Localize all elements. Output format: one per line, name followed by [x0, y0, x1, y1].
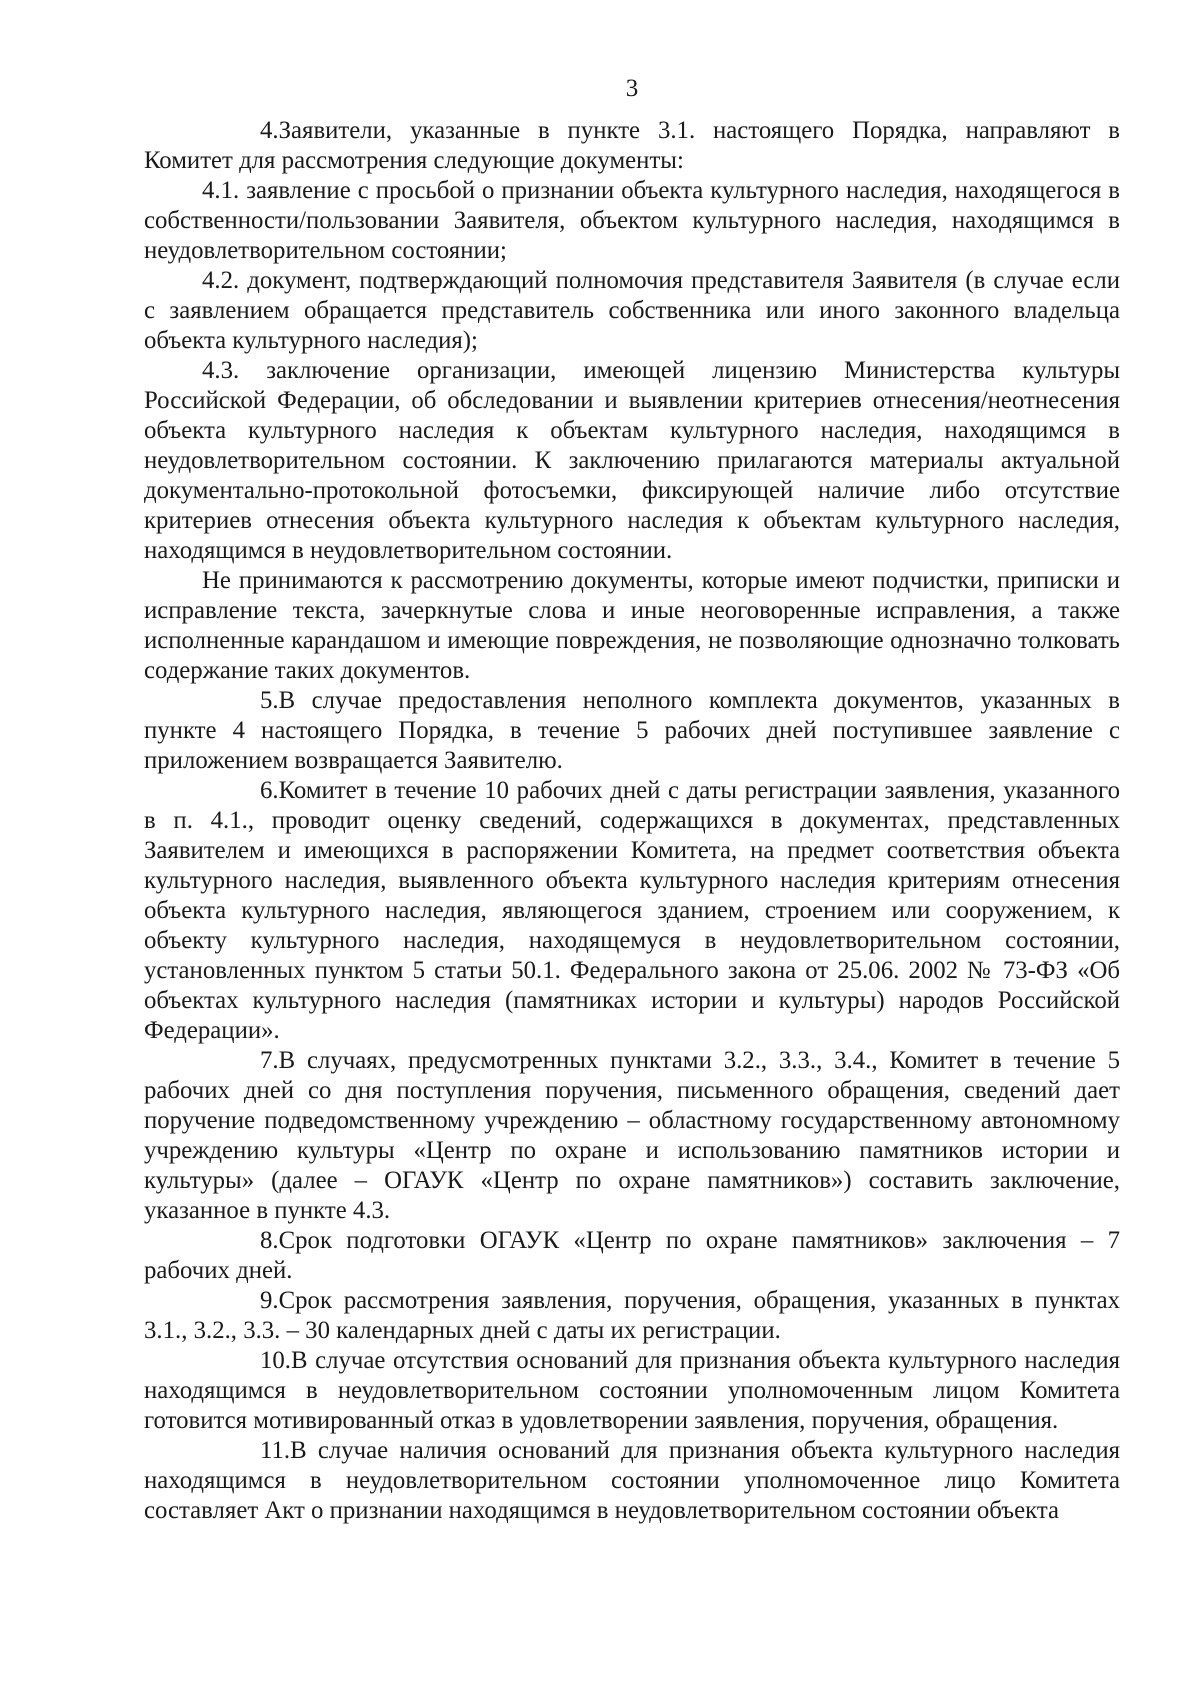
- paragraph-5: [144, 686, 1120, 776]
- paragraph-text: В случае отсутствия оснований для признания объекта культурного наследия находящимся в неудовлетворительном состоянии уполномоченным лицом Комитета готовится мотивированный отказ в удовлетворении заявления, поручения, обращения.: [144, 1347, 1120, 1434]
- paragraph-text: Заявители, указанные в пункте 3.1. настоящего Порядка, направляют в Комитет для рассмотрения следующие документы:: [144, 117, 1120, 174]
- paragraph-number: 6.: [260, 777, 279, 804]
- document-page: [144, 74, 1120, 1526]
- paragraph-text: 4.3. заключение организации, имеющей лицензию Министерства культуры Российской Федерации, об обследовании и выявлении критериев отнесения/неотнесения объекта культурного наследия к объектам культурного наследия, находящимся в неудовлетворительном состоянии. К заключению прилагаются материалы актуальной документально-протокольной фотосъемки, фиксирующей наличие либо отсутствие критериев отнесения объекта культурного наследия к объектам культурного наследия, находящимся в неудовлетворительном состоянии.: [144, 357, 1120, 564]
- paragraph-number: 8.: [260, 1227, 279, 1254]
- paragraph-8: [144, 1226, 1120, 1286]
- paragraph-text: В случае наличия оснований для признания объекта культурного наследия находящимся в неудовлетворительном состоянии уполномоченное лицо Комитета составляет Акт о признании находящимся в неудовлетворительном состоянии объекта: [144, 1437, 1120, 1524]
- paragraph-4: [144, 116, 1120, 176]
- paragraph-number: 11.: [260, 1437, 291, 1464]
- paragraph-text: 4.2. документ, подтверждающий полномочия представителя Заявителя (в случае если с заявлением обращается представитель собственника или иного законного владельца объекта культурного наследия);: [144, 267, 1120, 354]
- paragraph-text: Комитет в течение 10 рабочих дней с даты регистрации заявления, указанного в п. 4.1., проводит оценку сведений, содержащихся в документах, представленных Заявителем и имеющихся в распоряжении Комитета, на предмет соответствия объекта культурного наследия, выявленного объекта культурного наследия критериям отнесения объекта культурного наследия, являющегося зданием, строением или сооружением, к объекту культурного наследия, находящемуся в неудовлетворительном состоянии, установленных пунктом 5 статьи 50.1. Федерального закона от 25.06. 2002 № 73-ФЗ «Об объектах культурного наследия (памятниках истории и культуры) народов Российской Федерации».: [144, 777, 1120, 1044]
- paragraph-4-3: [144, 356, 1120, 566]
- paragraph-number: 9.: [260, 1287, 279, 1314]
- paragraph-4-2: [144, 266, 1120, 356]
- paragraph-number: 10.: [260, 1347, 291, 1374]
- paragraph-text: 4.1. заявление с просьбой о признании объекта культурного наследия, находящегося в собственности/пользовании Заявителя, объектом культурного наследия, находящимся в неудовлетворительном состоянии;: [144, 177, 1120, 264]
- paragraph-text: В случае предоставления неполного комплекта документов, указанных в пункте 4 настоящего Порядка, в течение 5 рабочих дней поступившее заявление с приложением возвращается Заявителю.: [144, 687, 1120, 774]
- paragraph-4-1: [144, 176, 1120, 266]
- page-number: 3: [625, 75, 639, 102]
- paragraph-text: Срок подготовки ОГАУК «Центр по охране памятников» заключения – 7 рабочих дней.: [144, 1227, 1120, 1284]
- paragraph-not-accepted: [144, 566, 1120, 686]
- paragraph-text: Срок рассмотрения заявления, поручения, обращения, указанных в пунктах 3.1., 3.2., 3.3. – 30 календарных дней с даты их регистрации.: [144, 1287, 1120, 1344]
- paragraph-7: [144, 1046, 1120, 1226]
- paragraph-number: 5.: [260, 687, 279, 714]
- paragraph-11: [144, 1436, 1120, 1526]
- paragraph-text: В случаях, предусмотренных пунктами 3.2., 3.3., 3.4., Комитет в течение 5 рабочих дней со дня поступления поручения, письменного обращения, сведений дает поручение подведомственному учреждению – областному государственному автономному учреждению культуры «Центр по охране и использованию памятников истории и культуры» (далее – ОГАУК «Центр по охране памятников») составить заключение, указанное в пункте 4.3.: [144, 1047, 1120, 1224]
- paragraph-number: 4.: [260, 117, 279, 144]
- paragraph-6: [144, 776, 1120, 1046]
- paragraph-number: 7.: [260, 1047, 279, 1074]
- paragraph-9: [144, 1286, 1120, 1346]
- paragraph-text: Не принимаются к рассмотрению документы, которые имеют подчистки, приписки и исправление текста, зачеркнутые слова и иные неоговоренные исправления, а также исполненные карандашом и имеющие повреждения, не позволяющие однозначно толковать содержание таких документов.: [144, 567, 1120, 684]
- paragraph-10: [144, 1346, 1120, 1436]
